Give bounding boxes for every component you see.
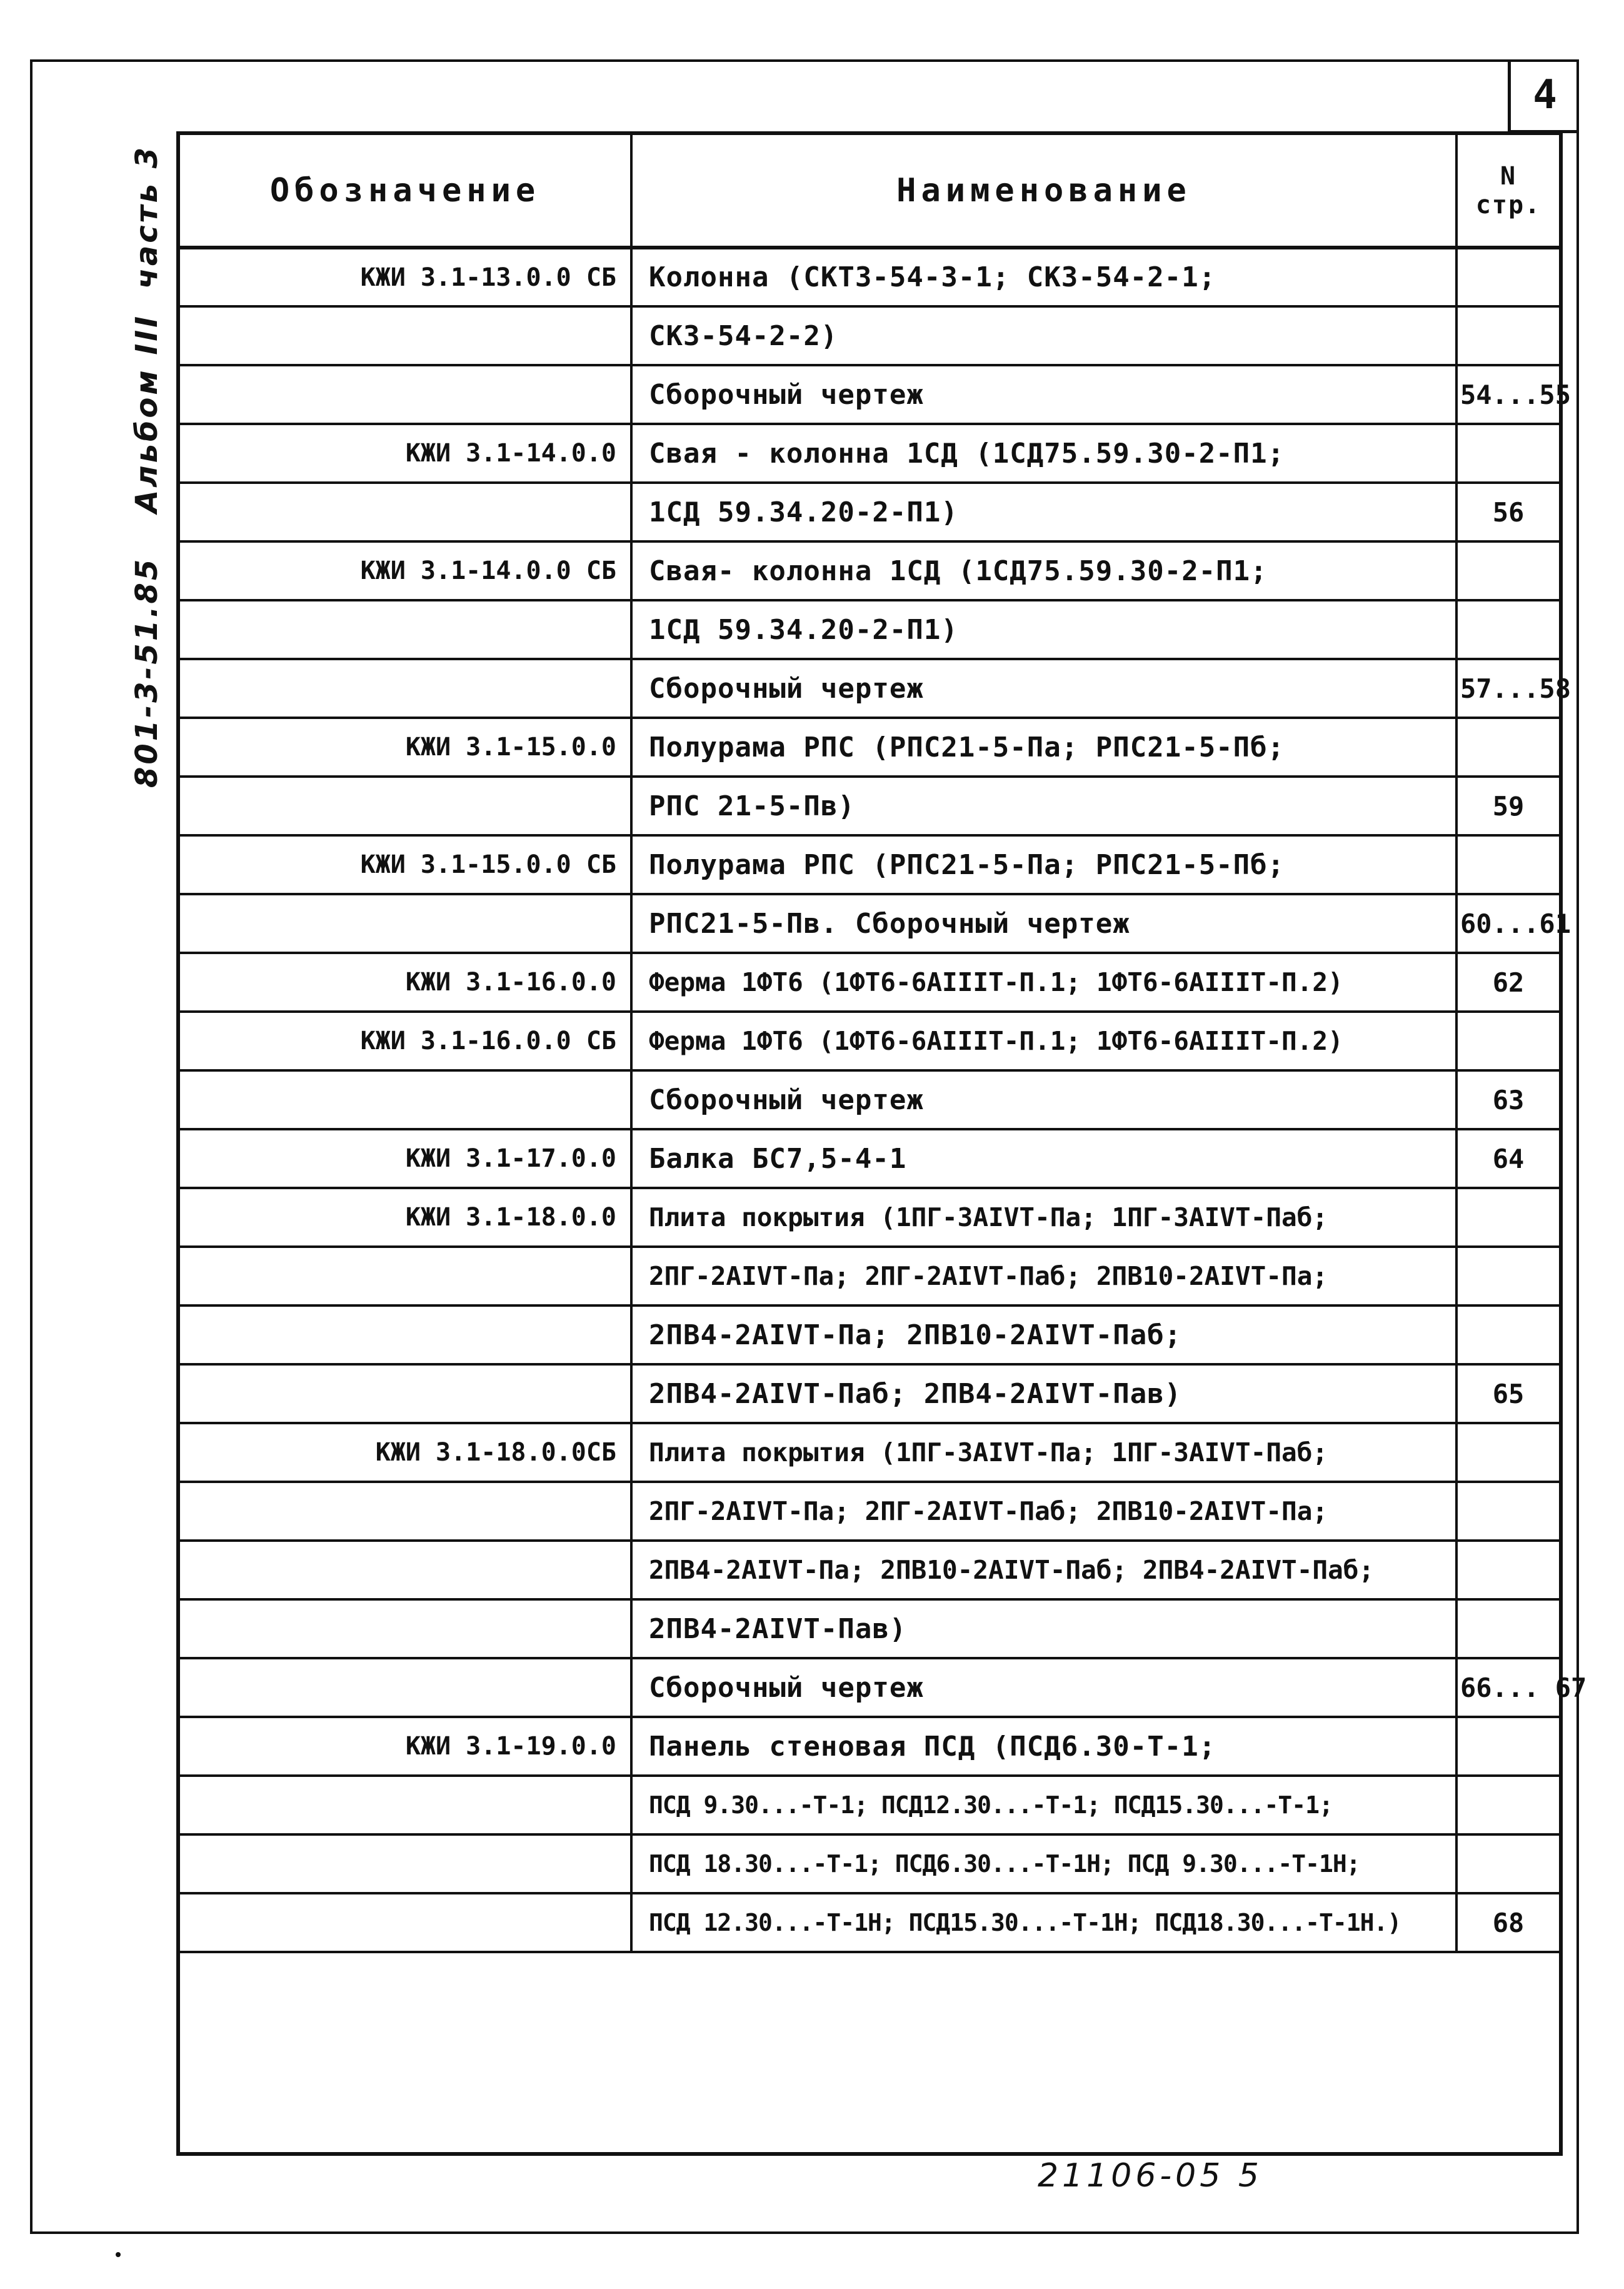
table-row <box>180 718 1559 777</box>
cell-designation <box>180 1364 631 1423</box>
stray-dot <box>116 2252 121 2257</box>
cell-designation <box>180 659 631 718</box>
table-row <box>180 1834 1559 1893</box>
cell-designation <box>180 777 631 835</box>
cell-name: Плита покрытия (1ПГ-3АIVТ-Па; 1ПГ-3АIVТ-Паб; <box>631 1188 1456 1247</box>
cell-page: 62 <box>1456 953 1559 1012</box>
cell-page <box>1456 306 1559 365</box>
cell-designation <box>180 306 631 365</box>
cell-page <box>1456 1423 1559 1482</box>
cell-designation: КЖИ 3.1-19.0.0 <box>180 1717 631 1776</box>
cell-designation: КЖИ 3.1-16.0.0 <box>180 953 631 1012</box>
bottom-code: 21106-05 5 <box>1038 2157 1263 2195</box>
cell-designation <box>180 1893 631 1952</box>
table-row <box>180 1423 1559 1482</box>
table-row <box>180 541 1559 600</box>
cell-designation: КЖИ 3.1-18.0.0 <box>180 1188 631 1247</box>
cell-designation <box>180 894 631 953</box>
table-row <box>180 248 1559 306</box>
table-row <box>180 1188 1559 1247</box>
cell-designation <box>180 1482 631 1541</box>
cell-page <box>1456 1834 1559 1893</box>
cell-page <box>1456 1776 1559 1834</box>
table-row <box>180 1482 1559 1541</box>
cell-page: 56 <box>1456 483 1559 541</box>
table-row <box>180 1364 1559 1423</box>
cell-designation <box>180 1305 631 1364</box>
cell-page: 68 <box>1456 1893 1559 1952</box>
cell-page: 66... 67 <box>1456 1658 1559 1717</box>
header-name: Наименование <box>631 135 1456 248</box>
table-row <box>180 1012 1559 1070</box>
table-row <box>180 659 1559 718</box>
side-label-album: Альбом III <box>129 314 164 513</box>
cell-designation: КЖИ 3.1-15.0.0 СБ <box>180 835 631 894</box>
cell-designation: КЖИ 3.1-15.0.0 <box>180 718 631 777</box>
table-row <box>180 1776 1559 1834</box>
cell-designation <box>180 1070 631 1129</box>
specification-table <box>180 135 1587 1953</box>
cell-page <box>1456 1541 1559 1599</box>
table-row <box>180 1717 1559 1776</box>
cell-name: РПС21-5-Пв. Сборочный чертеж <box>631 894 1456 953</box>
table-row <box>180 1893 1559 1952</box>
side-label-part: часть 3 <box>129 144 164 289</box>
cell-designation: КЖИ 3.1-13.0.0 СБ <box>180 248 631 306</box>
table-row <box>180 306 1559 365</box>
cell-designation <box>180 1541 631 1599</box>
cell-page <box>1456 1305 1559 1364</box>
cell-name: ПСД 18.30...-Т-1; ПСД6.30...-Т-1Н; ПСД 9.30...-Т-1Н; <box>631 1834 1456 1893</box>
cell-page <box>1456 1012 1559 1070</box>
table-row <box>180 424 1559 483</box>
table-body <box>180 248 1587 1952</box>
cell-name: Балка БС7,5-4-1 <box>631 1129 1456 1188</box>
table-header-row <box>180 135 1559 248</box>
page-number: 4 <box>1508 59 1579 133</box>
table-row <box>180 953 1559 1012</box>
cell-name: СК3-54-2-2) <box>631 306 1456 365</box>
table-row <box>180 894 1559 953</box>
cell-name: Панель стеновая ПСД (ПСД6.30-Т-1; <box>631 1717 1456 1776</box>
cell-page <box>1456 1599 1559 1658</box>
table-row <box>180 1541 1559 1599</box>
table-row <box>180 600 1559 659</box>
cell-designation <box>180 1247 631 1305</box>
cell-page <box>1456 1717 1559 1776</box>
cell-designation: КЖИ 3.1-18.0.0СБ <box>180 1423 631 1482</box>
cell-designation: КЖИ 3.1-14.0.0 СБ <box>180 541 631 600</box>
cell-name: ПСД 12.30...-Т-1Н; ПСД15.30...-Т-1Н; ПСД18.30...-Т-1Н.) <box>631 1893 1456 1952</box>
cell-designation <box>180 600 631 659</box>
cell-name: Ферма 1ФТ6 (1ФТ6-6АIIIТ-П.1; 1ФТ6-6АIIIТ-П.2) <box>631 953 1456 1012</box>
cell-name: 1СД 59.34.20-2-П1) <box>631 600 1456 659</box>
table-row <box>180 1129 1559 1188</box>
cell-page: 63 <box>1456 1070 1559 1129</box>
cell-page <box>1456 600 1559 659</box>
cell-name: Сборочный чертеж <box>631 1658 1456 1717</box>
side-label <box>125 144 169 788</box>
cell-name: ПСД 9.30...-Т-1; ПСД12.30...-Т-1; ПСД15.30...-Т-1; <box>631 1776 1456 1834</box>
cell-name: Сборочный чертеж <box>631 1070 1456 1129</box>
cell-page <box>1456 541 1559 600</box>
cell-page <box>1456 835 1559 894</box>
cell-page <box>1456 718 1559 777</box>
cell-designation <box>180 483 631 541</box>
cell-name: Ферма 1ФТ6 (1ФТ6-6АIIIТ-П.1; 1ФТ6-6АIIIТ-П.2) <box>631 1012 1456 1070</box>
header-page-no: N <box>1500 161 1517 191</box>
cell-designation: КЖИ 3.1-17.0.0 <box>180 1129 631 1188</box>
side-label-code: 801-3-51.85 <box>129 556 164 788</box>
cell-name: 2ПВ4-2АIVТ-Пав) <box>631 1599 1456 1658</box>
cell-name: РПС 21-5-Пв) <box>631 777 1456 835</box>
cell-page: 64 <box>1456 1129 1559 1188</box>
cell-name: Сборочный чертеж <box>631 365 1456 424</box>
cell-name: Полурама РПС (РПС21-5-Па; РПС21-5-Пб; <box>631 718 1456 777</box>
cell-name: 2ПГ-2АIVТ-Па; 2ПГ-2АIVТ-Паб; 2ПВ10-2АIVТ-Па; <box>631 1482 1456 1541</box>
cell-page: 60...61 <box>1456 894 1559 953</box>
cell-name: Сборочный чертеж <box>631 659 1456 718</box>
cell-name: Свая- колонна 1СД (1СД75.59.30-2-П1; <box>631 541 1456 600</box>
table-row <box>180 777 1559 835</box>
cell-page <box>1456 1482 1559 1541</box>
table-row <box>180 1599 1559 1658</box>
table-row <box>180 483 1559 541</box>
cell-name: 2ПГ-2АIVТ-Па; 2ПГ-2АIVТ-Паб; 2ПВ10-2АIVТ-Па; <box>631 1247 1456 1305</box>
cell-page <box>1456 1247 1559 1305</box>
cell-designation <box>180 1776 631 1834</box>
cell-page <box>1456 424 1559 483</box>
table-row <box>180 1305 1559 1364</box>
cell-page: 65 <box>1456 1364 1559 1423</box>
header-page <box>1456 135 1559 248</box>
table-row <box>180 1247 1559 1305</box>
cell-designation <box>180 365 631 424</box>
cell-designation <box>180 1658 631 1717</box>
cell-name: 1СД 59.34.20-2-П1) <box>631 483 1456 541</box>
cell-name: 2ПВ4-2АIVТ-Па; 2ПВ10-2АIVТ-Паб; 2ПВ4-2АIVТ-Паб; <box>631 1541 1456 1599</box>
cell-page <box>1456 248 1559 306</box>
table-row <box>180 365 1559 424</box>
cell-name: Колонна (СКТ3-54-3-1; СК3-54-2-1; <box>631 248 1456 306</box>
cell-designation: КЖИ 3.1-14.0.0 <box>180 424 631 483</box>
cell-designation: КЖИ 3.1-16.0.0 СБ <box>180 1012 631 1070</box>
header-page-str: стр. <box>1475 190 1541 219</box>
cell-name: Свая - колонна 1СД (1СД75.59.30-2-П1; <box>631 424 1456 483</box>
table-row <box>180 1070 1559 1129</box>
cell-name: Плита покрытия (1ПГ-3АIVТ-Па; 1ПГ-3АIVТ-Паб; <box>631 1423 1456 1482</box>
cell-designation <box>180 1599 631 1658</box>
table-row <box>180 835 1559 894</box>
cell-name: 2ПВ4-2АIVТ-Паб; 2ПВ4-2АIVТ-Пав) <box>631 1364 1456 1423</box>
cell-designation <box>180 1834 631 1893</box>
header-designation: Обозначение <box>180 135 631 248</box>
cell-page: 54...55 <box>1456 365 1559 424</box>
cell-name: Полурама РПС (РПС21-5-Па; РПС21-5-Пб; <box>631 835 1456 894</box>
cell-page <box>1456 1188 1559 1247</box>
table-row <box>180 1658 1559 1717</box>
cell-page: 59 <box>1456 777 1559 835</box>
cell-page: 57...58 <box>1456 659 1559 718</box>
cell-name: 2ПВ4-2АIVТ-Па; 2ПВ10-2АIVТ-Паб; <box>631 1305 1456 1364</box>
